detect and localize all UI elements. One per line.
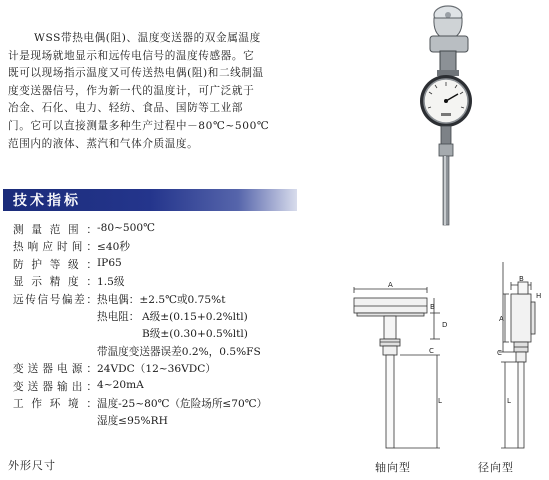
spec-value: ≤40秒 [97, 241, 130, 254]
spec-value: 4~20mA [97, 378, 144, 391]
intro-line: 范围内的液体、蒸汽和气体介质温度。 [8, 137, 199, 150]
dim-label-c-radial: C [497, 349, 502, 357]
radial-caption: 径向型 [478, 461, 514, 474]
spec-label: 变送器电源： [13, 363, 97, 376]
intro-line: 既可以现场指示温度又可传送热电偶(阻)和二线制温 [8, 67, 264, 80]
spec-value: A级±(0.15+0.2%ltl) [142, 310, 248, 323]
intro-line: 度变送器信号，作为新一代的温度计，可广泛就于 [8, 84, 255, 97]
outline-caption: 外形尺寸 [8, 459, 56, 472]
axial-caption: 轴向型 [375, 461, 411, 474]
dim-label-c: C [429, 347, 434, 355]
spec-value: 热电偶：±2.5℃或0.75%t [97, 293, 226, 306]
spec-label: 测量范围： [13, 224, 97, 236]
spec-value: IP65 [97, 256, 122, 269]
axial-type-drawing [354, 287, 440, 448]
spec-label: 防护等级： [13, 258, 97, 271]
spec-label: 显示精度： [13, 276, 97, 289]
intro-line: 计是现场就地显示和远传电信号的温度传感器。它 [8, 49, 255, 62]
thermometer-photo [420, 6, 472, 225]
spec-sub-label: 热电阻： [97, 310, 140, 323]
dim-label-a-radial: A [499, 315, 504, 323]
spec-label: 热响应时间： [13, 241, 97, 254]
dim-label-l-radial: L [507, 397, 511, 405]
intro-line: 冶金、石化、电力、轻纺、食品、国防等工业部 [8, 102, 244, 115]
intro-line: 门。它可以直接测量多种生产过程中－80℃~500℃ [8, 119, 270, 132]
spec-value: 24VDC（12~36VDC） [97, 363, 217, 376]
spec-label: 工作环境： [13, 397, 97, 410]
spec-label: 远传信号偏差： [13, 293, 97, 306]
radial-type-drawing [499, 262, 535, 448]
dim-label-l: L [438, 397, 442, 405]
spec-label: 变送器输出： [13, 380, 97, 393]
spec-value: 1.5级 [97, 276, 125, 289]
dim-label-b-radial: B [519, 275, 524, 283]
dim-label-a: A [388, 281, 393, 289]
section-title: 技术指标 [13, 193, 81, 209]
dim-label-h-radial: H [536, 292, 542, 300]
dim-label-d: D [442, 321, 448, 329]
dim-label-b: B [430, 303, 435, 311]
spec-value: B级±(0.30+0.5%ltl) [142, 328, 248, 341]
spec-value: 湿度≤95%RH [97, 415, 168, 428]
spec-value: 带温度变送器误差0.2%，0.5%FS [97, 345, 261, 358]
intro-line: WSS带热电偶(阻)、温度变送器的双金属温度 [34, 32, 261, 44]
spec-value: -80~500℃ [97, 222, 156, 234]
spec-value: 温度-25~80℃（危险场所≤70℃） [97, 397, 268, 410]
